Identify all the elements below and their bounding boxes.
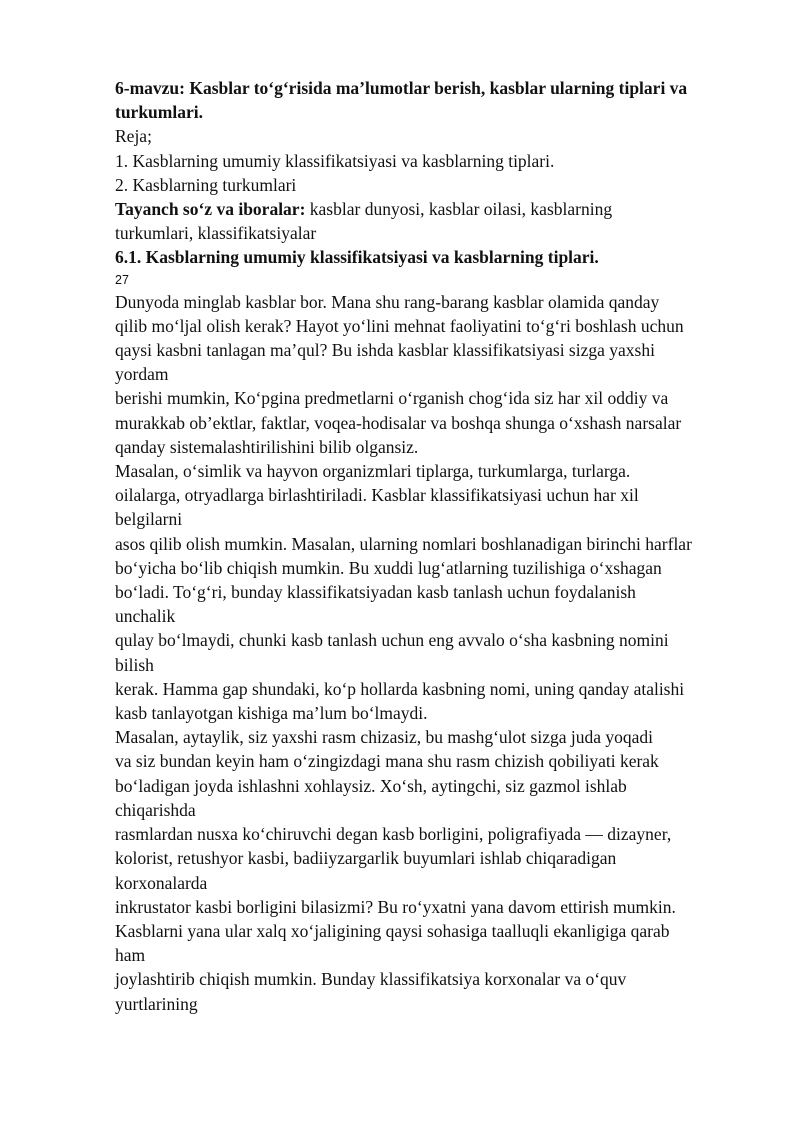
- body-line: qaysi kasbni tanlagan ma’qul? Bu ishda kasblar klassifikatsiyasi sizga yaxshi: [115, 340, 655, 361]
- body-line: unchalik: [115, 606, 176, 627]
- body-line: Kasblarni yana ular xalq xo‘jaligining qaysi sohasiga taalluqli ekanligiga qarab: [115, 920, 670, 941]
- body-line: inkrustator kasbi borligini bilasizmi? Bu ro‘yxatni yana davom ettirish mumkin.: [115, 896, 676, 917]
- title-line-2: turkumlari.: [115, 102, 203, 123]
- plan-item-1: 1. Kasblarning umumiy klassifikatsiyasi va kasblarning tiplari.: [115, 150, 555, 171]
- body-line: bo‘ladigan joyda ishlashni xohlaysiz. Xo‘sh, aytingchi, siz gazmol ishlab: [115, 775, 627, 796]
- body-line: qulay bo‘lmaydi, chunki kasb tanlash uchun eng avvalo o‘sha kasbning nomini: [115, 630, 669, 651]
- document-page: [115, 76, 755, 1016]
- page-number: 27: [115, 272, 129, 287]
- body-line: belgilarni: [115, 509, 183, 530]
- body-text: [115, 290, 755, 1016]
- plan-item-2: 2. Kasblarning turkumlari: [115, 174, 297, 195]
- body-line: kolorist, retushyor kasbi, badiiyzargarlik buyumlari ishlab chiqaradigan: [115, 848, 617, 869]
- body-line: ham: [115, 945, 146, 966]
- section-heading: 6.1. Kasblarning umumiy klassifikatsiyasi va kasblarning tiplari.: [115, 247, 599, 268]
- title-line-1: 6-mavzu: Kasblar to‘g‘risida ma’lumotlar berish, kasblar ularning tiplari va: [115, 78, 688, 98]
- body-line: rasmlardan nusxa ko‘chiruvchi degan kasb borligini, poligrafiyada — dizayner,: [115, 824, 672, 845]
- body-line: Masalan, aytaylik, siz yaxshi rasm chizasiz, bu mashg‘ulot sizga juda yoqadi: [115, 727, 653, 748]
- keywords-label: Tayanch so‘z va iboralar:: [115, 199, 306, 220]
- body-line: yordam: [115, 364, 169, 385]
- keywords-line-1: [115, 197, 755, 221]
- keywords-line-2: turkumlari, klassifikatsiyalar: [115, 223, 317, 244]
- body-line: Masalan, o‘simlik va hayvon organizmlari tiplarga, turkumlarga, turlarga.: [115, 461, 631, 482]
- body-line: Dunyoda minglab kasblar bor. Mana shu rang-barang kasblar olamida qanday: [115, 291, 660, 312]
- body-line: murakkab ob’ektlar, faktlar, voqea-hodisalar va boshqa shunga o‘xshash narsalar: [115, 412, 682, 433]
- plan-label: Reja;: [115, 126, 152, 147]
- body-line: kerak. Hamma gap shundaki, ko‘p hollarda kasbning nomi, uning qanday atalishi: [115, 678, 685, 699]
- body-line: kasb tanlayotgan kishiga ma’lum bo‘lmaydi.: [115, 703, 428, 724]
- body-line: oilalarga, otryadlarga birlashtiriladi. Kasblar klassifikatsiyasi uchun har xil: [115, 485, 639, 506]
- body-line: bo‘ladi. To‘g‘ri, bunday klassifikatsiyadan kasb tanlash uchun foydalanish: [115, 582, 636, 603]
- body-line: asos qilib olish mumkin. Masalan, ularning nomlari boshlanadigan birinchi harflar: [115, 533, 692, 554]
- body-line: joylashtirib chiqish mumkin. Bunday klassifikatsiya korxonalar va o‘quv: [115, 969, 627, 990]
- body-line: qanday sistemalashtirilishini bilib olgansiz.: [115, 436, 419, 457]
- keywords-text-1: kasblar dunyosi, kasblar oilasi, kasblarning: [305, 199, 613, 220]
- body-line: yurtlarining: [115, 993, 198, 1014]
- body-line: korxonalarda: [115, 872, 208, 893]
- body-line: berishi mumkin, Ko‘pgina predmetlarni o‘rganish chog‘ida siz har xil oddiy va: [115, 388, 669, 409]
- body-line: chiqarishda: [115, 799, 196, 820]
- body-line: bilish: [115, 654, 154, 675]
- body-line: bo‘yicha bo‘lib chiqish mumkin. Bu xuddi lug‘atlarning tuzilishiga o‘xshagan: [115, 557, 662, 578]
- body-line: va siz bundan keyin ham o‘zingizdagi mana shu rasm chizish qobiliyati kerak: [115, 751, 659, 772]
- body-line: qilib mo‘ljal olish kerak? Hayot yo‘lini mehnat faoliyatini to‘g‘ri boshlash uchun: [115, 315, 684, 336]
